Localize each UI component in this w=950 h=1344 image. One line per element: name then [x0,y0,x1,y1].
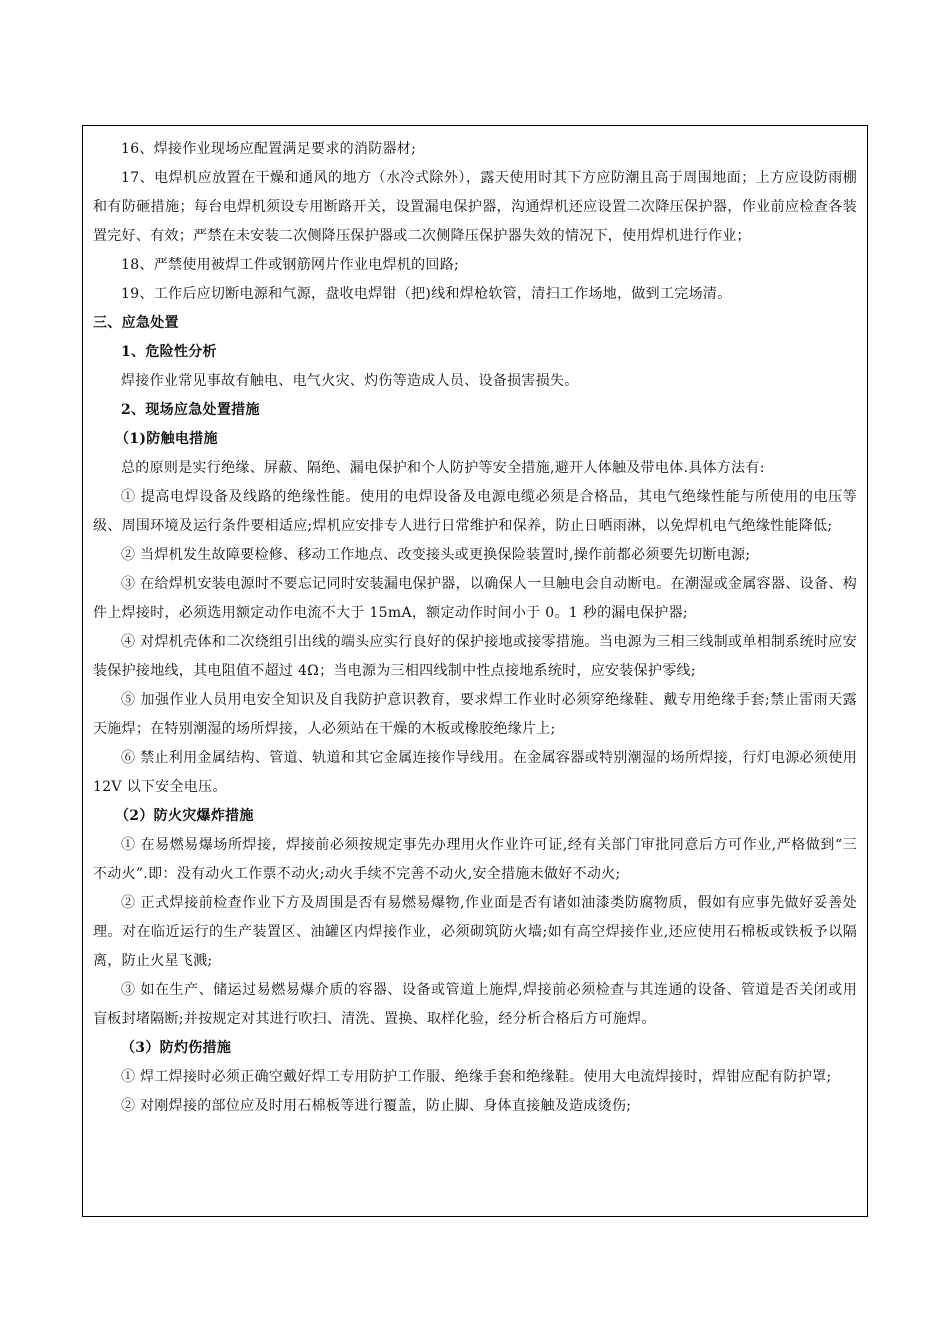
shock-measure-3: ③ 在给焊机安装电源时不要忘记同时安装漏电保护器，以确保人一旦触电会自动断电。在潮湿或金属容器、设备、构件上焊接时，必须选用额定动作电流不大于 15mA，额定动作时间小于 0。1 秒的漏电保护器; [93,576,857,621]
shock-measure-2: ② 当焊机发生故障要检修、移动工作地点、改变接头或更换保险装置时,操作前都必须要先切断电源; [121,547,751,563]
section-heading-emergency: 三、应急处置 [93,315,179,331]
shock-measure-1: ① 提高电焊设备及线路的绝缘性能。使用的电焊设备及电源电缆必须是合格品，其电气绝缘性能与所使用的电压等级、周围环境及运行条件要相适应;焊机应安排专人进行日常维护和保养，防止日晒雨淋，以免焊机电气绝缘性能降低; [93,489,857,534]
subsection-heading-onsite-measures: 2、现场应急处置措施 [121,402,260,418]
burn-measure-1: ① 焊工焊接时必须正确空戴好焊工专用防护工作服、绝缘手套和绝缘鞋。使用大电流焊接时，焊钳应配有防护罩; [121,1069,832,1085]
item-18-paragraph: 18、严禁使用被焊工件或钢筋网片作业电焊机的回路; [121,257,460,273]
shock-measure-4: ④ 对焊机壳体和二次绕组引出线的端头应实行良好的保护接地或接零措施。当电源为三相三线制或单相制系统时应安装保护接地线，其电阻值不超过 4Ω；当电源为三相四线制中性点接地系统时，应安装保护零线; [93,634,857,679]
heading-electric-shock-prevention: （1)防触电措施 [115,431,218,447]
heading-burn-prevention: （3）防灼伤措施 [121,1040,232,1056]
burn-measure-2: ② 对刚焊接的部位应及时用石棉板等进行覆盖，防止脚、身体直接触及造成烫伤; [121,1098,632,1114]
item-16-paragraph: 16、焊接作业现场应配置满足要求的消防器材; [121,141,417,157]
risk-analysis-paragraph: 焊接作业常见事故有触电、电气火灾、灼伤等造成人员、设备损害损失。 [121,373,579,389]
document-table-frame [82,125,868,1217]
item-17-paragraph: 17、电焊机应放置在干燥和通风的地方（水冷式除外），露天使用时其下方应防潮且高于周围地面；上方应设防雨棚和有防砸措施；每台电焊机须设专用断路开关，设置漏电保护器，沟通焊机还应设置二次降压保护器，作业前应检查各装置完好、有效；严禁在未安装二次侧降压保护器或二次侧降压保护器失效的情况下，使用焊机进行作业； [93,170,857,244]
shock-measure-5: ⑤ 加强作业人员用电安全知识及自我防护意识教育，要求焊工作业时必须穿绝缘鞋、戴专用绝缘手套;禁止雷雨天露天施焊；在特别潮湿的场所焊接，人必须站在干燥的木板或橡胶绝缘片上; [93,692,857,737]
item-19-paragraph: 19、工作后应切断电源和气源，盘收电焊钳（把)线和焊枪软管，清扫工作场地，做到工完场清。 [121,286,732,302]
subsection-heading-risk-analysis: 1、危险性分析 [121,344,217,360]
heading-fire-explosion-prevention: （2）防火灾爆炸措施 [115,808,254,824]
shock-measure-6: ⑥ 禁止利用金属结构、管道、轨道和其它金属连接作导线用。在金属容器或特别潮湿的场所焊接，行灯电源必须使用 12V 以下安全电压。 [93,750,857,795]
fire-measure-3: ③ 如在生产、储运过易燃易爆介质的容器、设备或管道上施焊,焊接前必须检查与其连通的设备、管道是否关闭或用盲板封堵隔断;并按规定对其进行吹扫、清洗、置换、取样化验，经分析合格后方可施焊。 [93,982,857,1027]
general-principle-paragraph: 总的原则是实行绝缘、屏蔽、隔绝、漏电保护和个人防护等安全措施,避开人体触及带电体.具体方法有: [121,460,765,476]
document-body [93,135,857,1121]
fire-measure-1: ① 在易燃易爆场所焊接，焊接前必须按规定事先办理用火作业许可证,经有关部门审批同意后方可作业,严格做到“三不动火”.即：没有动火工作票不动火;动火手续不完善不动火,安全措施未做好不动火; [93,837,857,882]
fire-measure-2: ② 正式焊接前检查作业下方及周围是否有易燃易爆物,作业面是否有诸如油漆类防腐物质，假如有应事先做好妥善处理。对在临近运行的生产装置区、油罐区内焊接作业，必须砌筑防火墙;如有高空焊接作业,还应使用石棉板或铁板予以隔离，防止火星飞溅; [93,895,857,969]
